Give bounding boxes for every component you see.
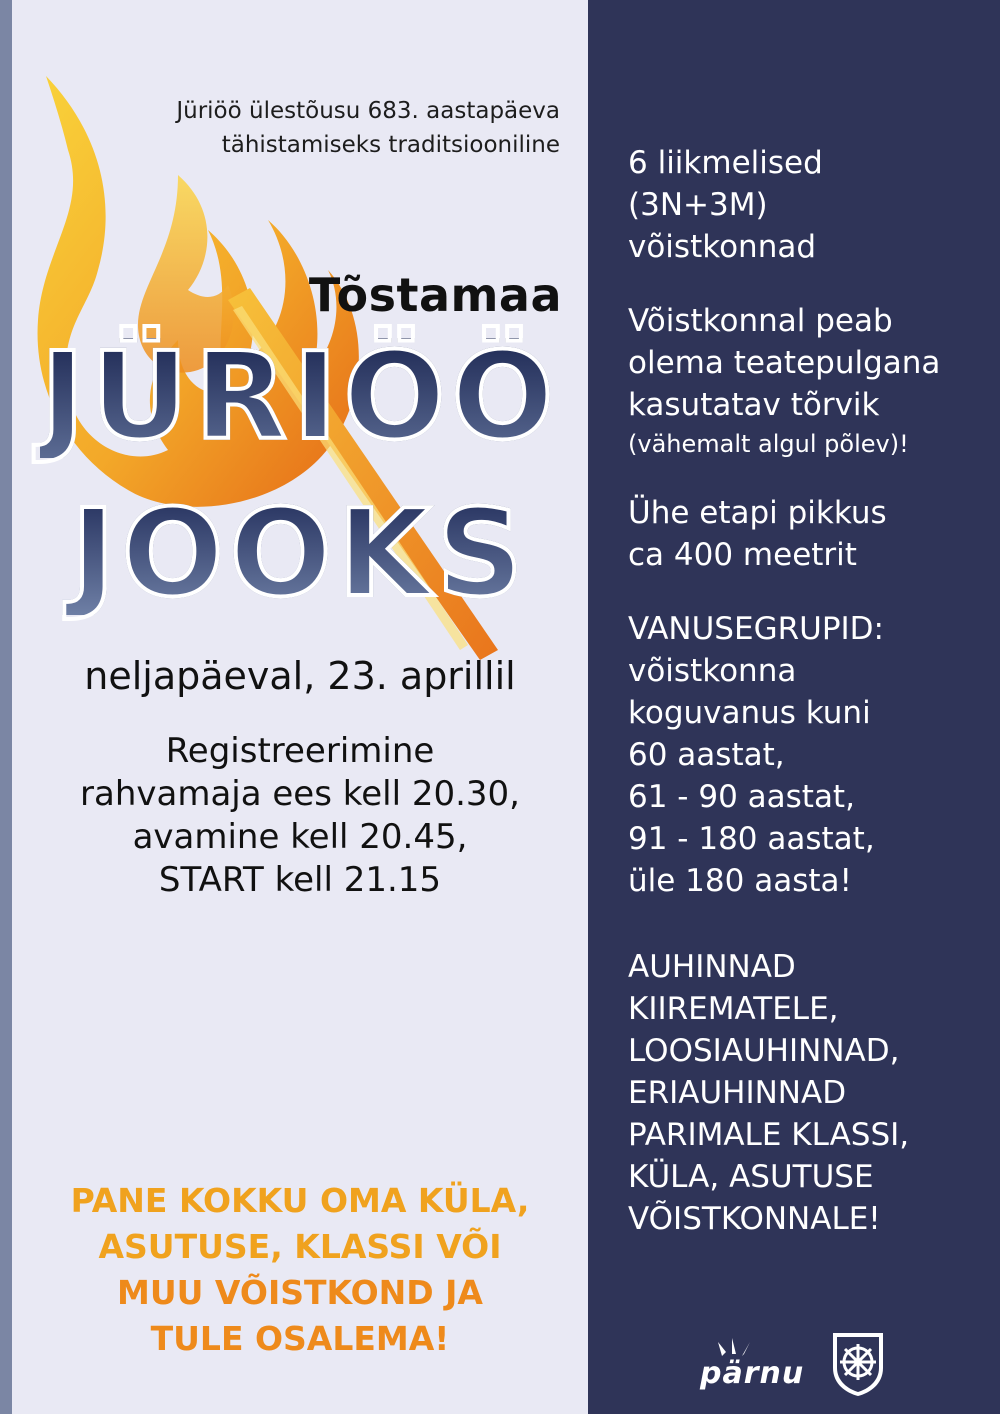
cta-line: ASUTUSE, KLASSI VÕI — [98, 1227, 502, 1266]
prizes-info — [628, 946, 988, 1240]
intro-line-1: Jüriöö ülestõusu 683. aastapäeva — [176, 98, 560, 124]
parnu-logo — [700, 1336, 810, 1396]
prizes-line: KÜLA, ASUTUSE — [628, 1159, 874, 1195]
torch-line: Võistkonnal peab — [628, 303, 893, 339]
age-groups-info — [628, 608, 988, 902]
prizes-line: AUHINNAD — [628, 949, 796, 985]
schedule-line: Registreerimine — [165, 731, 435, 771]
stage-line: ca 400 meetrit — [628, 537, 857, 573]
age-groups-line: koguvanus kuni — [628, 695, 871, 731]
age-groups-line: 61 - 90 aastat, — [628, 779, 855, 815]
teams-line: 6 liikmelised — [628, 145, 823, 181]
intro-line-2: tähistamiseks traditsiooniline — [221, 132, 560, 158]
teams-info — [628, 142, 988, 268]
parnu-logo-text: pärnu — [700, 1356, 805, 1391]
schedule-line: rahvamaja ees kell 20.30, — [80, 774, 520, 814]
ship-wheel-crest-icon — [830, 1330, 886, 1398]
schedule-line: avamine kell 20.45, — [132, 817, 468, 857]
left-edge-strip — [0, 0, 12, 1414]
call-to-action — [30, 1178, 570, 1362]
age-groups-line: VANUSEGRUPID: — [628, 611, 884, 647]
prizes-line: PARIMALE KLASSI, — [628, 1117, 910, 1153]
intro-text — [100, 94, 560, 162]
teams-line: (3N+3M) — [628, 187, 768, 223]
age-groups-line: üle 180 aasta! — [628, 863, 852, 899]
torch-line: olema teatepulgana — [628, 345, 941, 381]
prizes-line: LOOSIAUHINNAD, — [628, 1033, 900, 1069]
teams-line: võistkonnad — [628, 229, 817, 265]
age-groups-line: 60 aastat, — [628, 737, 785, 773]
title-line-1: JÜRIÖÖ — [40, 328, 560, 467]
event-date: neljapäeval, 23. aprillil — [84, 654, 516, 698]
prizes-line: VÕISTKONNALE! — [628, 1201, 881, 1237]
stage-info — [628, 492, 988, 576]
prizes-line: ERIAUHINNAD — [628, 1075, 847, 1111]
town-name: Tõstamaa — [308, 268, 562, 322]
torch-line: kasutatav tõrvik — [628, 387, 880, 423]
cta-line: PANE KOKKU OMA KÜLA, — [70, 1181, 530, 1220]
cta-line: MUU VÕISTKOND JA — [117, 1273, 483, 1312]
torch-note: (vähemalt algul põlev)! — [628, 430, 909, 458]
schedule-line: START kell 21.15 — [158, 860, 442, 900]
age-groups-line: 91 - 180 aastat, — [628, 821, 875, 857]
cta-line: TULE OSALEMA! — [150, 1319, 450, 1358]
title-line-2: JOOKS — [40, 495, 560, 615]
stage-line: Ühe etapi pikkus — [628, 495, 887, 531]
torch-info — [628, 300, 988, 462]
age-groups-line: võistkonna — [628, 653, 797, 689]
prizes-line: KIIREMATELE, — [628, 991, 839, 1027]
schedule — [30, 730, 570, 902]
